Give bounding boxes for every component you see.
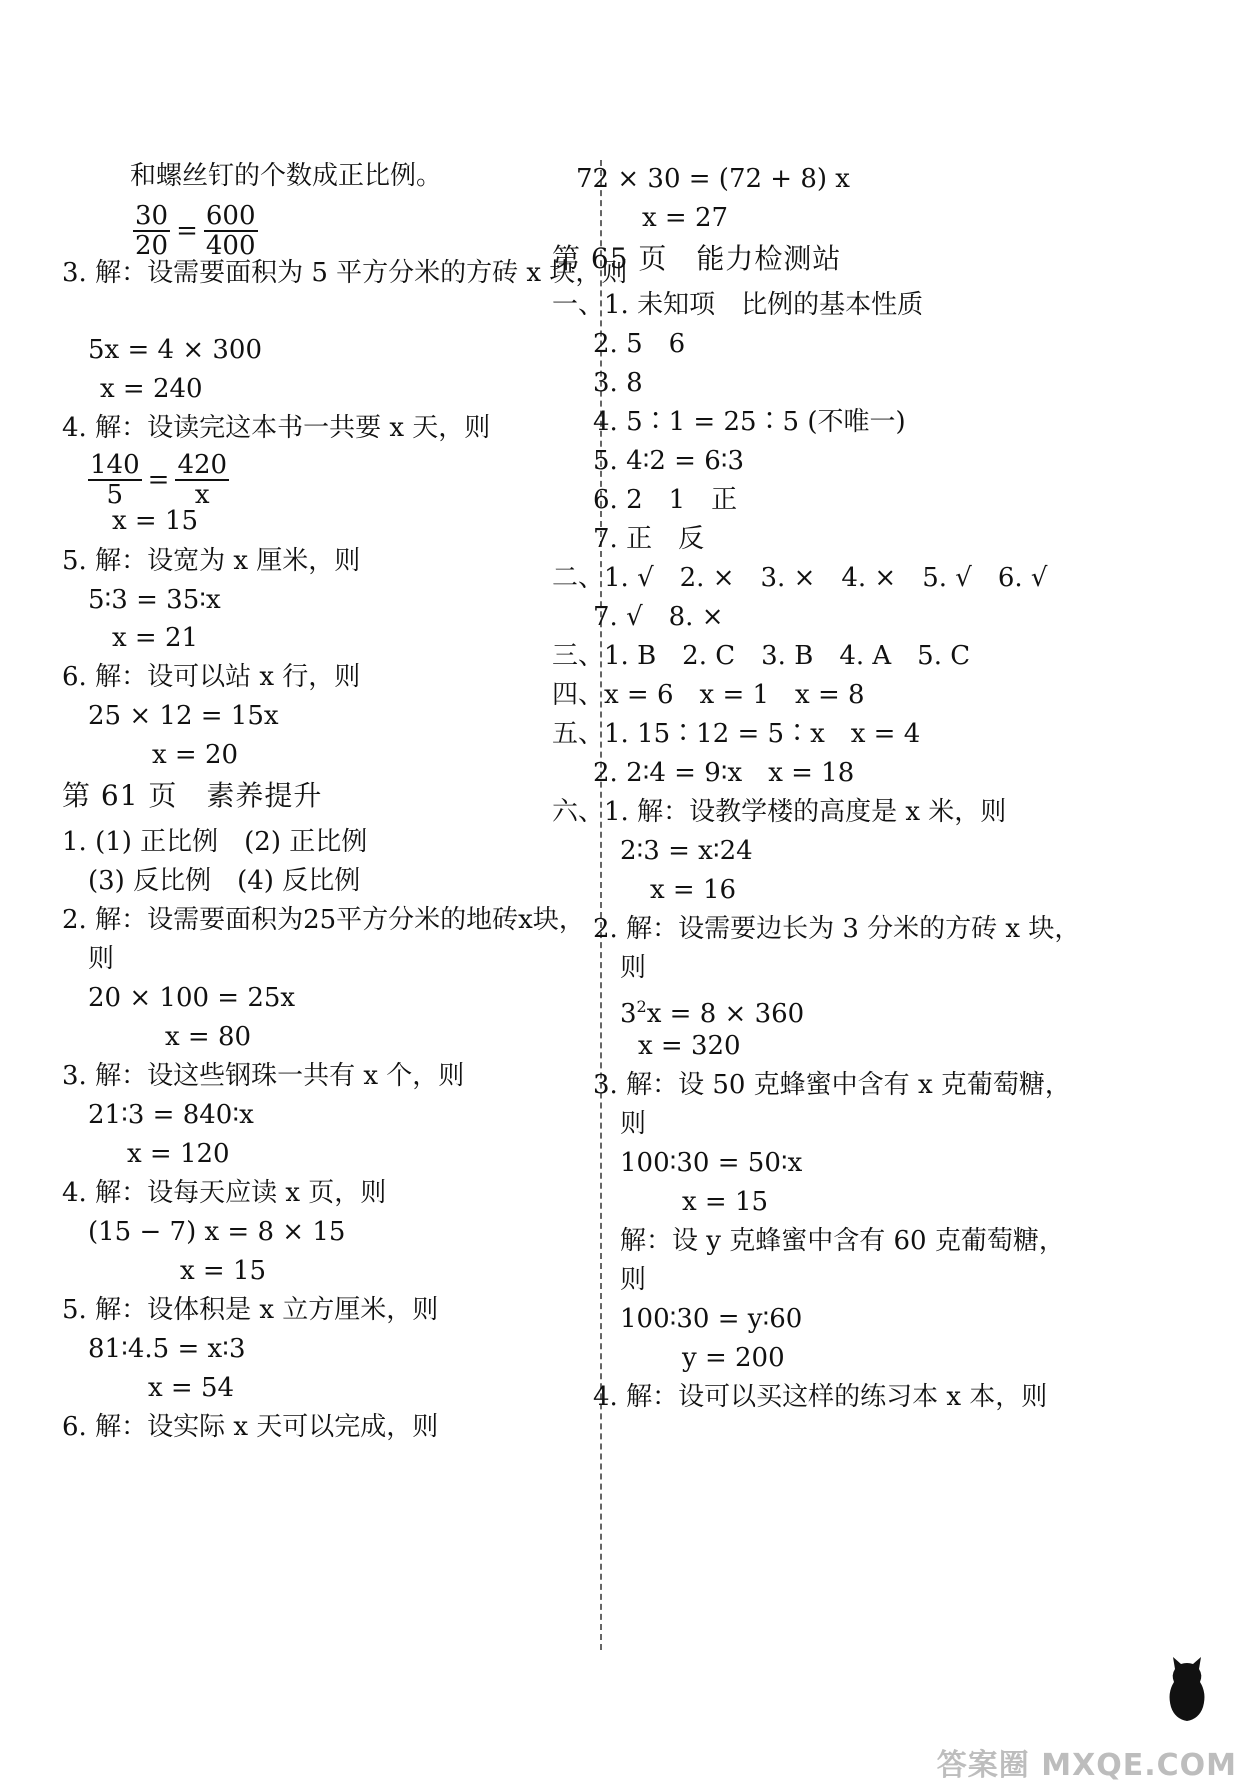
equation-line: 72 × 30 = (72 + 8) x [576, 164, 850, 194]
fraction [88, 451, 142, 509]
answer-line: 2. 5 6 [593, 329, 686, 359]
fraction [175, 451, 229, 509]
answer-line: x = 27 [642, 203, 729, 233]
answer-line: y = 200 [682, 1343, 785, 1373]
answer-line: x = 15 [180, 1256, 267, 1286]
fraction-equation [88, 451, 229, 509]
equation-line: 25 × 12 = 15x [88, 701, 279, 731]
equals-sign: = [147, 465, 170, 495]
text-line: 则 [620, 1265, 647, 1295]
question-line: 6. 解：设可以站 x 行，则 [62, 662, 361, 692]
question-line: 一、1. 未知项 比例的基本性质 [552, 290, 924, 320]
text-line: 则 [620, 1109, 647, 1139]
text-line: 则 [620, 953, 647, 983]
equation-line: (15 − 7) x = 8 × 15 [88, 1217, 346, 1247]
answer-line: x = 80 [165, 1022, 252, 1052]
answer-line: x = 240 [100, 374, 203, 404]
question-line: 6. 解：设实际 x 天可以完成，则 [62, 1412, 439, 1442]
denominator: 20 [135, 231, 169, 261]
numerator: 420 [177, 450, 228, 480]
answer-line: x = 120 [127, 1139, 230, 1169]
answer-line: 三、1. B 2. C 3. B 4. A 5. C [552, 641, 971, 671]
question-line: 3. 解：设需要面积为 5 平方分米的方砖 x 块，则 [62, 258, 628, 288]
answer-line: 3. 8 [593, 368, 643, 398]
equation-line: 5∶3 = 35∶x [88, 585, 221, 615]
answer-line: x = 15 [112, 506, 199, 536]
answer-line: x = 54 [148, 1373, 235, 1403]
answer-line: (3) 反比例 (4) 反比例 [88, 866, 361, 896]
equation-line [620, 991, 804, 1030]
answer-line: 7. 正 反 [593, 524, 705, 554]
answer-line: 四、x = 6 x = 1 x = 8 [552, 680, 865, 710]
equation-rest: x = 8 × 360 [646, 999, 805, 1029]
denominator: 5 [106, 480, 124, 510]
question-line: 六、1. 解：设教学楼的高度是 x 米，则 [552, 797, 1007, 827]
equation-line: 100∶30 = y∶60 [620, 1304, 803, 1334]
answer-line: x = 320 [638, 1031, 741, 1061]
numerator: 600 [205, 201, 256, 231]
answer-line: 二、1. √ 2. × 3. × 4. × 5. √ 6. √ [552, 563, 1048, 593]
denominator: 400 [205, 231, 256, 261]
question-line: 5. 解：设宽为 x 厘米，则 [62, 546, 361, 576]
question-line: 1. (1) 正比例 (2) 正比例 [62, 827, 368, 857]
numerator: 140 [90, 450, 140, 480]
answer-line: 7. √ 8. × [593, 602, 724, 632]
question-line: 2. 解：设需要边长为 3 分米的方砖 x 块， [593, 914, 1081, 944]
answer-line: 五、1. 15∶12 = 5∶x x = 4 [552, 719, 921, 749]
question-line: 解：设 y 克蜂蜜中含有 60 克葡萄糖， [620, 1226, 1065, 1256]
question-line: 5. 解：设体积是 x 立方厘米，则 [62, 1295, 439, 1325]
answer-line: x = 20 [152, 740, 239, 770]
equation-line: 2∶3 = x∶24 [620, 836, 753, 866]
denominator: x [194, 480, 210, 510]
cat-silhouette-icon [1165, 1655, 1209, 1725]
equals-sign: = [176, 216, 198, 246]
fraction [133, 202, 170, 260]
answer-line: 4. 5∶1 = 25∶5 (不唯一) [593, 407, 906, 437]
answer-line: x = 21 [112, 623, 199, 653]
numerator: 30 [135, 201, 169, 231]
answer-line: 2. 2∶4 = 9∶x x = 18 [593, 758, 855, 788]
equation-line: 81∶4.5 = x∶3 [88, 1334, 246, 1364]
answer-line: 5. 4∶2 = 6∶3 [593, 446, 745, 476]
question-line: 3. 解：设 50 克蜂蜜中含有 x 克葡萄糖， [593, 1070, 1071, 1100]
answer-line: 6. 2 1 正 [593, 485, 738, 515]
section-title: 第 65 页 能力检测站 [552, 242, 842, 275]
question-line: 4. 解：设可以买这样的练习本 x 本，则 [593, 1382, 1048, 1412]
equation-line: 20 × 100 = 25x [88, 983, 296, 1013]
question-line: 3. 解：设这些钢珠一共有 x 个，则 [62, 1061, 465, 1091]
watermark: 答案圈 MXQE.COM [936, 1748, 1237, 1783]
equation-line: 100∶30 = 50∶x [620, 1148, 803, 1178]
answer-line: x = 16 [650, 875, 737, 905]
question-line: 4. 解：设每天应读 x 页，则 [62, 1178, 387, 1208]
question-line: 2. 解：设需要面积为25平方分米的地砖x块， [62, 905, 585, 935]
fraction [204, 202, 258, 260]
fraction-equation [133, 202, 258, 260]
section-title: 第 61 页 素养提升 [62, 779, 323, 812]
question-line: 4. 解：设读完这本书一共要 x 天，则 [62, 413, 491, 443]
answer-line: x = 15 [682, 1187, 769, 1217]
equation-line: 5x = 4 × 300 [88, 335, 263, 365]
text-line: 和螺丝钉的个数成正比例。 [130, 161, 443, 191]
power-base: 3 [620, 999, 637, 1029]
equation-line: 21∶3 = 840∶x [88, 1100, 254, 1130]
text-line: 则 [88, 944, 115, 974]
power-exponent: 2 [636, 997, 647, 1016]
